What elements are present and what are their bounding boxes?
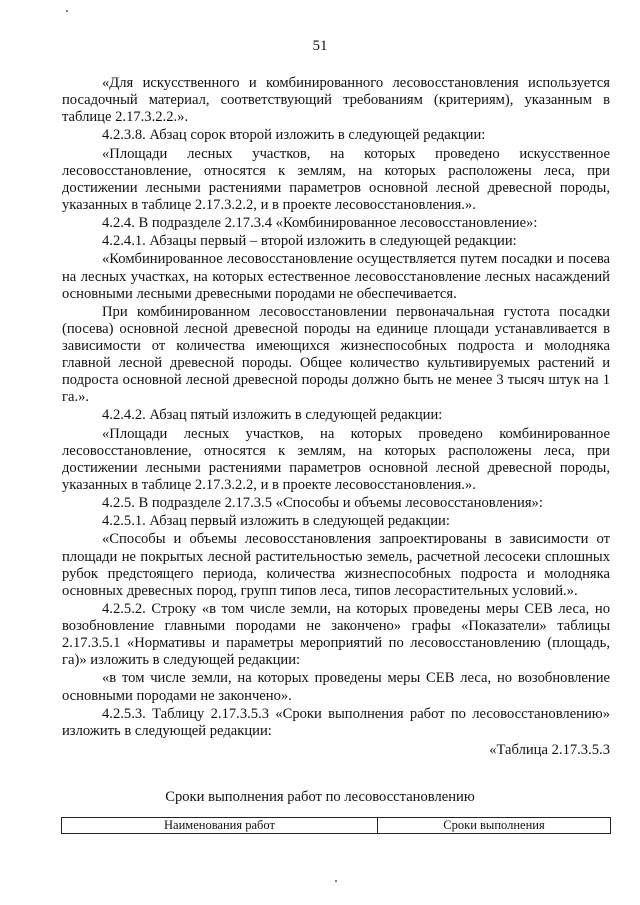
paragraph: «Площади лесных участков, на которых проведено искусственное лесовосстановление, относятся к землям, на которых расположены леса, при достижении лесными растениями параметров основной лесной древесной породы, указанных в таблице 2.17.3.2.2, и в проекте лесовосстановления.». [62, 145, 610, 213]
paragraph: 4.2.5.1. Абзац первый изложить в следующей редакции: [102, 513, 450, 530]
paragraph: «в том числе земли, на которых проведены меры СЕВ леса, но возобновление основными породами не закончено». [62, 670, 610, 704]
paragraph: 4.2.5. В подразделе 2.17.3.5 «Способы и объемы лесовосстановления»: [102, 495, 543, 512]
paragraph: «Площади лесных участков, на которых проведено комбинированное лесовосстановление, относятся к землям, на которых расположены леса, при достижении лесными растениями параметров основной лесной древесной породы, указанных в таблице 2.17.3.2.2, и в проекте лесовосстановления.». [62, 425, 610, 493]
column-header-works: Наименования работ [62, 818, 378, 833]
paragraph: 4.2.4. В подразделе 2.17.3.4 «Комбинированное лесовосстановление»: [102, 215, 538, 232]
table-label: «Таблица 2.17.3.5.3 [489, 741, 610, 758]
paragraph: «Способы и объемы лесовосстановления запроектированы в зависимости от площади не покрытых лесной растительностью земель, расчетной лесосеки сплошных рубок предстоящего периода, количества жизнеспособных подроста и молодняка основных древесных пород, групп типов леса, типов лесорастительных условий.». [62, 531, 610, 599]
table-header-row [61, 817, 611, 834]
paragraph: 4.2.5.3. Таблицу 2.17.3.5.3 «Сроки выполнения работ по лесовосстановлению» изложить в следующей редакции: [62, 705, 610, 739]
paragraph: При комбинированном лесовосстановлении первоначальная густота посадки (посева) основной лесной древесной породы на единице площади устанавливается в зависимости от количества имеющихся жизнеспособных подроста и молодняка главной лесной древесной породы. Общее количество культивируемых растений и подроста основной лесной древесной породы должно быть не менее 3 тысяч штук на 1 га.». [62, 303, 610, 406]
scan-speck [66, 10, 68, 12]
paragraph: 4.2.5.2. Строку «в том числе земли, на которых проведены меры СЕВ леса, но возобновление главными породами не закончено» графы «Показатели» таблицы 2.17.3.5.1 «Нормативы и параметры мероприятий по лесовосстановлению (площадь, га)» изложить в следующей редакции: [62, 600, 610, 669]
paragraph: 4.2.4.2. Абзац пятый изложить в следующей редакции: [102, 407, 443, 424]
paragraph: 4.2.3.8. Абзац сорок второй изложить в следующей редакции: [102, 127, 486, 144]
body-text [62, 75, 610, 760]
scan-speck [335, 880, 337, 882]
column-header-terms: Сроки выполнения [443, 818, 545, 832]
paragraph: «Для искусственного и комбинированного лесовосстановления используется посадочный материал, соответствующий требованиям (критериям), указанным в таблице 2.17.3.2.2.». [62, 75, 610, 126]
paragraph: «Комбинированное лесовосстановление осуществляется путем посадки и посева на лесных участках, на которых естественное лесовосстановление лесных насаждений основными лесными древесными породами не обеспечивается. [62, 251, 610, 302]
table-title: Сроки выполнения работ по лесовосстановлению [165, 789, 475, 805]
page-number: 51 [312, 38, 328, 54]
paragraph: 4.2.4.1. Абзацы первый – второй изложить в следующей редакции: [102, 233, 517, 250]
